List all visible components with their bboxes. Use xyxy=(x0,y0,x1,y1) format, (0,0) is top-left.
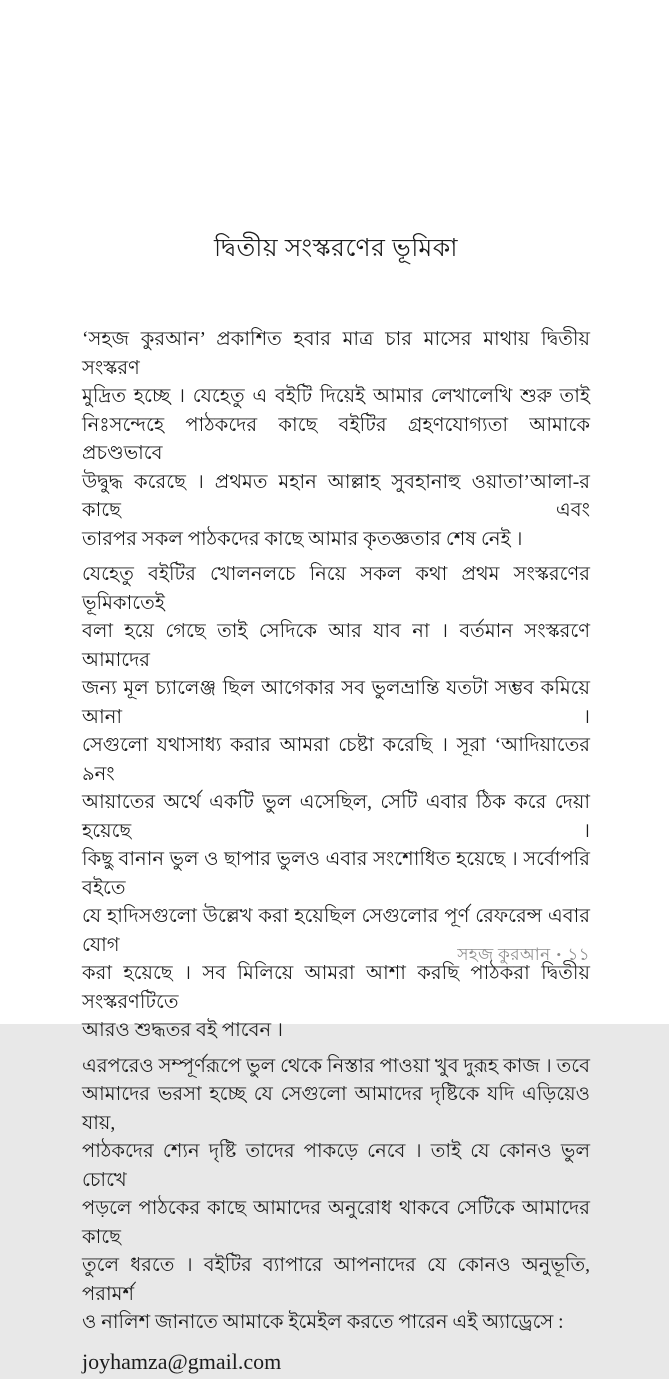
text-line: জন্য মূল চ্যালেঞ্জ ছিল আগেকার সব ভুলভ্রান্তি যতটা সম্ভব কমিয়ে আনা । xyxy=(82,678,590,728)
text-line: বলা হয়ে গেছে তাই সেদিকে আর যাব না । বর্তমান সংস্করণে আমাদের xyxy=(82,621,590,671)
paragraph xyxy=(82,1053,590,1338)
body-text xyxy=(82,326,590,1338)
email-address: joyhamza@gmail.com xyxy=(82,1348,282,1374)
text-line: ‘সহজ কুরআন’ প্রকাশিত হবার মাত্র চার মাসের মাথায় দ্বিতীয় সংস্করণ xyxy=(82,329,590,379)
text-line: করা হয়েছে । সব মিলিয়ে আমরা আশা করছি পাঠকরা দ্বিতীয় সংস্করণটিতে xyxy=(82,963,590,1013)
text-line: তারপর সকল পাঠকদের কাছে আমার কৃতজ্ঞতার শেষ নেই । xyxy=(82,528,523,550)
text-line: এরপরেও সম্পূর্ণরূপে ভুল থেকে নিস্তার পাওয়া খুব দুরূহ কাজ । তবে xyxy=(82,1055,590,1077)
text-line: যে হাদিসগুলো উল্লেখ করা হয়েছিল সেগুলোর পূর্ণ রেফরেন্স এবার যোগ xyxy=(82,906,590,956)
text-line: পড়লে পাঠকের কাছে আমাদের অনুরোধ থাকবে সেটিকে আমাদের কাছে xyxy=(82,1198,590,1248)
text-line: নিঃসন্দেহে পাঠকদের কাছে বইটির গ্রহণযোগ্যতা আমাকে প্রচণ্ডভাবে xyxy=(82,414,590,464)
text-line: মুদ্রিত হচ্ছে । যেহেতু এ বইটি দিয়েই আমার লেখালেখি শুরু তাই xyxy=(82,386,590,407)
text-line: কিছু বানান ভুল ও ছাপার ভুলও এবার সংশোধিত হয়েছে । সর্বোপরি বইতে xyxy=(82,849,590,899)
footer-separator-bullet: • xyxy=(556,947,562,962)
text-line: তুলে ধরতে । বইটির ব্যাপারে আপনাদের যে কোনও অনুভূতি, পরামর্শ xyxy=(82,1255,590,1305)
text-line: আরও শুদ্ধতর বই পাবেন । xyxy=(82,1020,283,1041)
text-line: উদ্বুদ্ধ করেছে । প্রথমত মহান আল্লাহ সুবহানাহু ওয়াতা’আলা-র কাছে এবং xyxy=(82,471,590,521)
paragraph xyxy=(82,561,590,1046)
page-footer xyxy=(457,942,590,970)
paragraph xyxy=(82,326,590,554)
text-line: সেগুলো যথাসাধ্য করার আমরা চেষ্টা করেছি । সূরা ‘আদিয়াতের ৯নং xyxy=(82,735,590,785)
footer-book-title: সহজ কুরআন xyxy=(457,945,551,964)
footer-page-number: ১১ xyxy=(567,945,590,964)
text-line: আয়াতের অর্থে একটি ভুল এসেছিল, সেটি এবার ঠিক করে দেয়া হয়েছে । xyxy=(82,792,590,842)
text-line: ও নালিশ জানাতে আমাকে ইমেইল করতে পারেন এই অ্যাড্রেসে : xyxy=(82,1312,564,1333)
page-title: দ্বিতীয় সংস্করণের ভূমিকা xyxy=(213,235,458,262)
text-line: পাঠকদের শ্যেন দৃষ্টি তাদের পাকড়ে নেবে । তাই যে কোনও ভুল চোখে xyxy=(82,1141,590,1191)
text-line: আমাদের ভরসা হচ্ছে যে সেগুলো আমাদের দৃষ্টিকে যদি এড়িয়েও যায়, xyxy=(82,1084,590,1134)
text-line: যেহেতু বইটির খোলনলচে নিয়ে সকল কথা প্রথম সংস্করণের ভূমিকাতেই xyxy=(82,564,590,614)
